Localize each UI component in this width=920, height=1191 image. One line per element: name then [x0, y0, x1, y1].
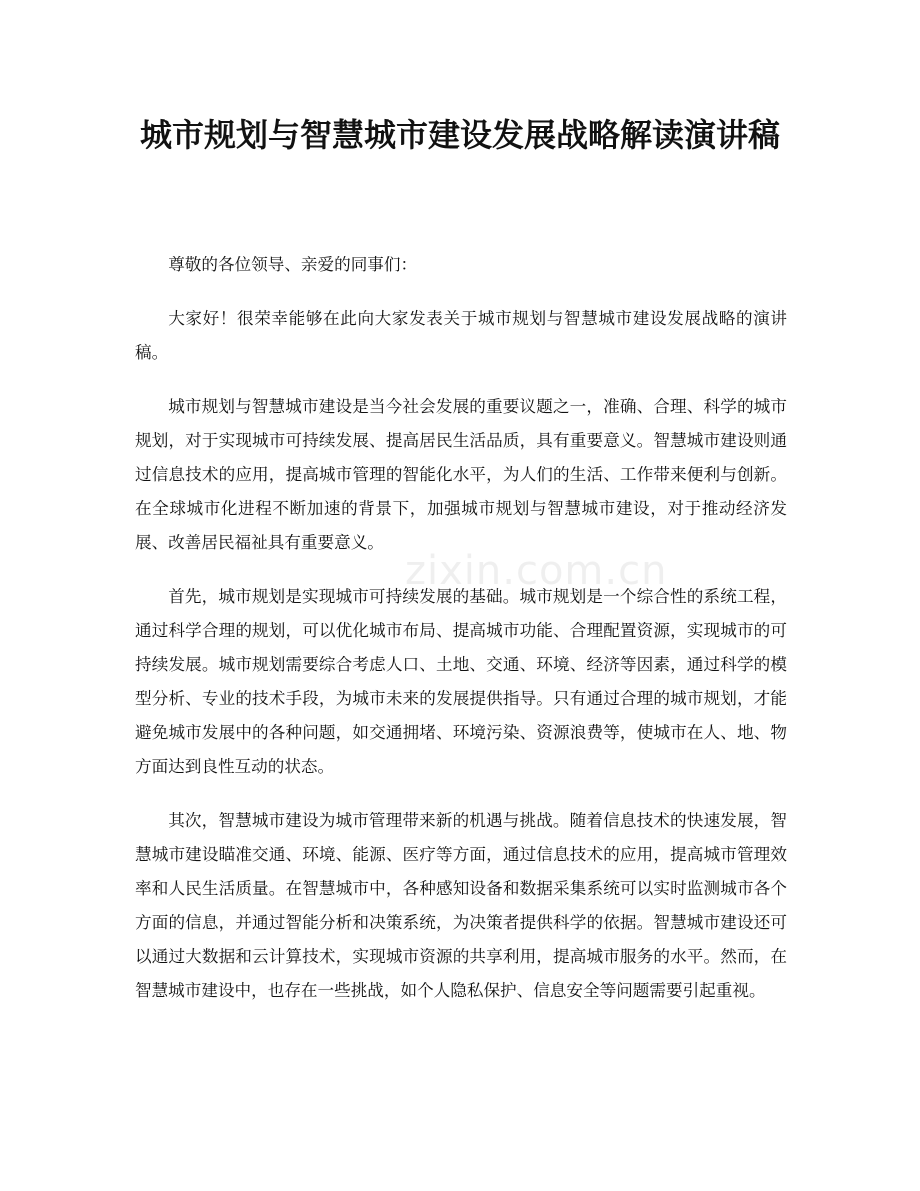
paragraph-second-point: 其次，智慧城市建设为城市管理带来新的机遇与挑战。随着信息技术的快速发展，智慧城市建设瞄准交通、环境、能源、医疗等方面，通过信息技术的应用，提高城市管理效率和人民生活质量。在智慧城市中，各种感知设备和数据采集系统可以实时监测城市各个方面的信息，并通过智能分析和决策系统，为决策者提供科学的依据。智慧城市建设还可以通过大数据和云计算技术，实现城市资源的共享利用，提高城市服务的水平。然而，在智慧城市建设中，也存在一些挑战，如个人隐私保护、信息安全等问题需要引起重视。 [135, 811, 787, 1000]
paragraph-greeting: 尊敬的各位领导、亲爱的同事们： [168, 255, 418, 274]
watermark: zixin.com.cn [405, 548, 668, 594]
paragraph-background: 城市规划与智慧城市建设是当今社会发展的重要议题之一，准确、合理、科学的城市规划，对于实现城市可持续发展、提高居民生活品质，具有重要意义。智慧城市建设则通过信息技术的应用，提高城市管理的智能化水平，为人们的生活、工作带来便利与创新。在全球城市化进程不断加速的背景下，加强城市规划与智慧城市建设，对于推动经济发展、改善居民福祉具有重要意义。 [135, 397, 787, 552]
document-title: 城市规划与智慧城市建设发展战略解读演讲稿 [139, 116, 780, 154]
paragraph-intro: 大家好！很荣幸能够在此向大家发表关于城市规划与智慧城市建设发展战略的演讲稿。 [135, 309, 787, 362]
document-body [135, 248, 787, 1028]
paragraph-first-point: 首先，城市规划是实现城市可持续发展的基础。城市规划是一个综合性的系统工程，通过科学合理的规划，可以优化城市布局、提高城市功能、合理配置资源，实现城市的可持续发展。城市规划需要综合考虑人口、土地、交通、环境、经济等因素，通过科学的模型分析、专业的技术手段，为城市未来的发展提供指导。只有通过合理的城市规划，才能避免城市发展中的各种问题，如交通拥堵、环境污染、资源浪费等，使城市在人、地、物方面达到良性互动的状态。 [135, 587, 787, 776]
